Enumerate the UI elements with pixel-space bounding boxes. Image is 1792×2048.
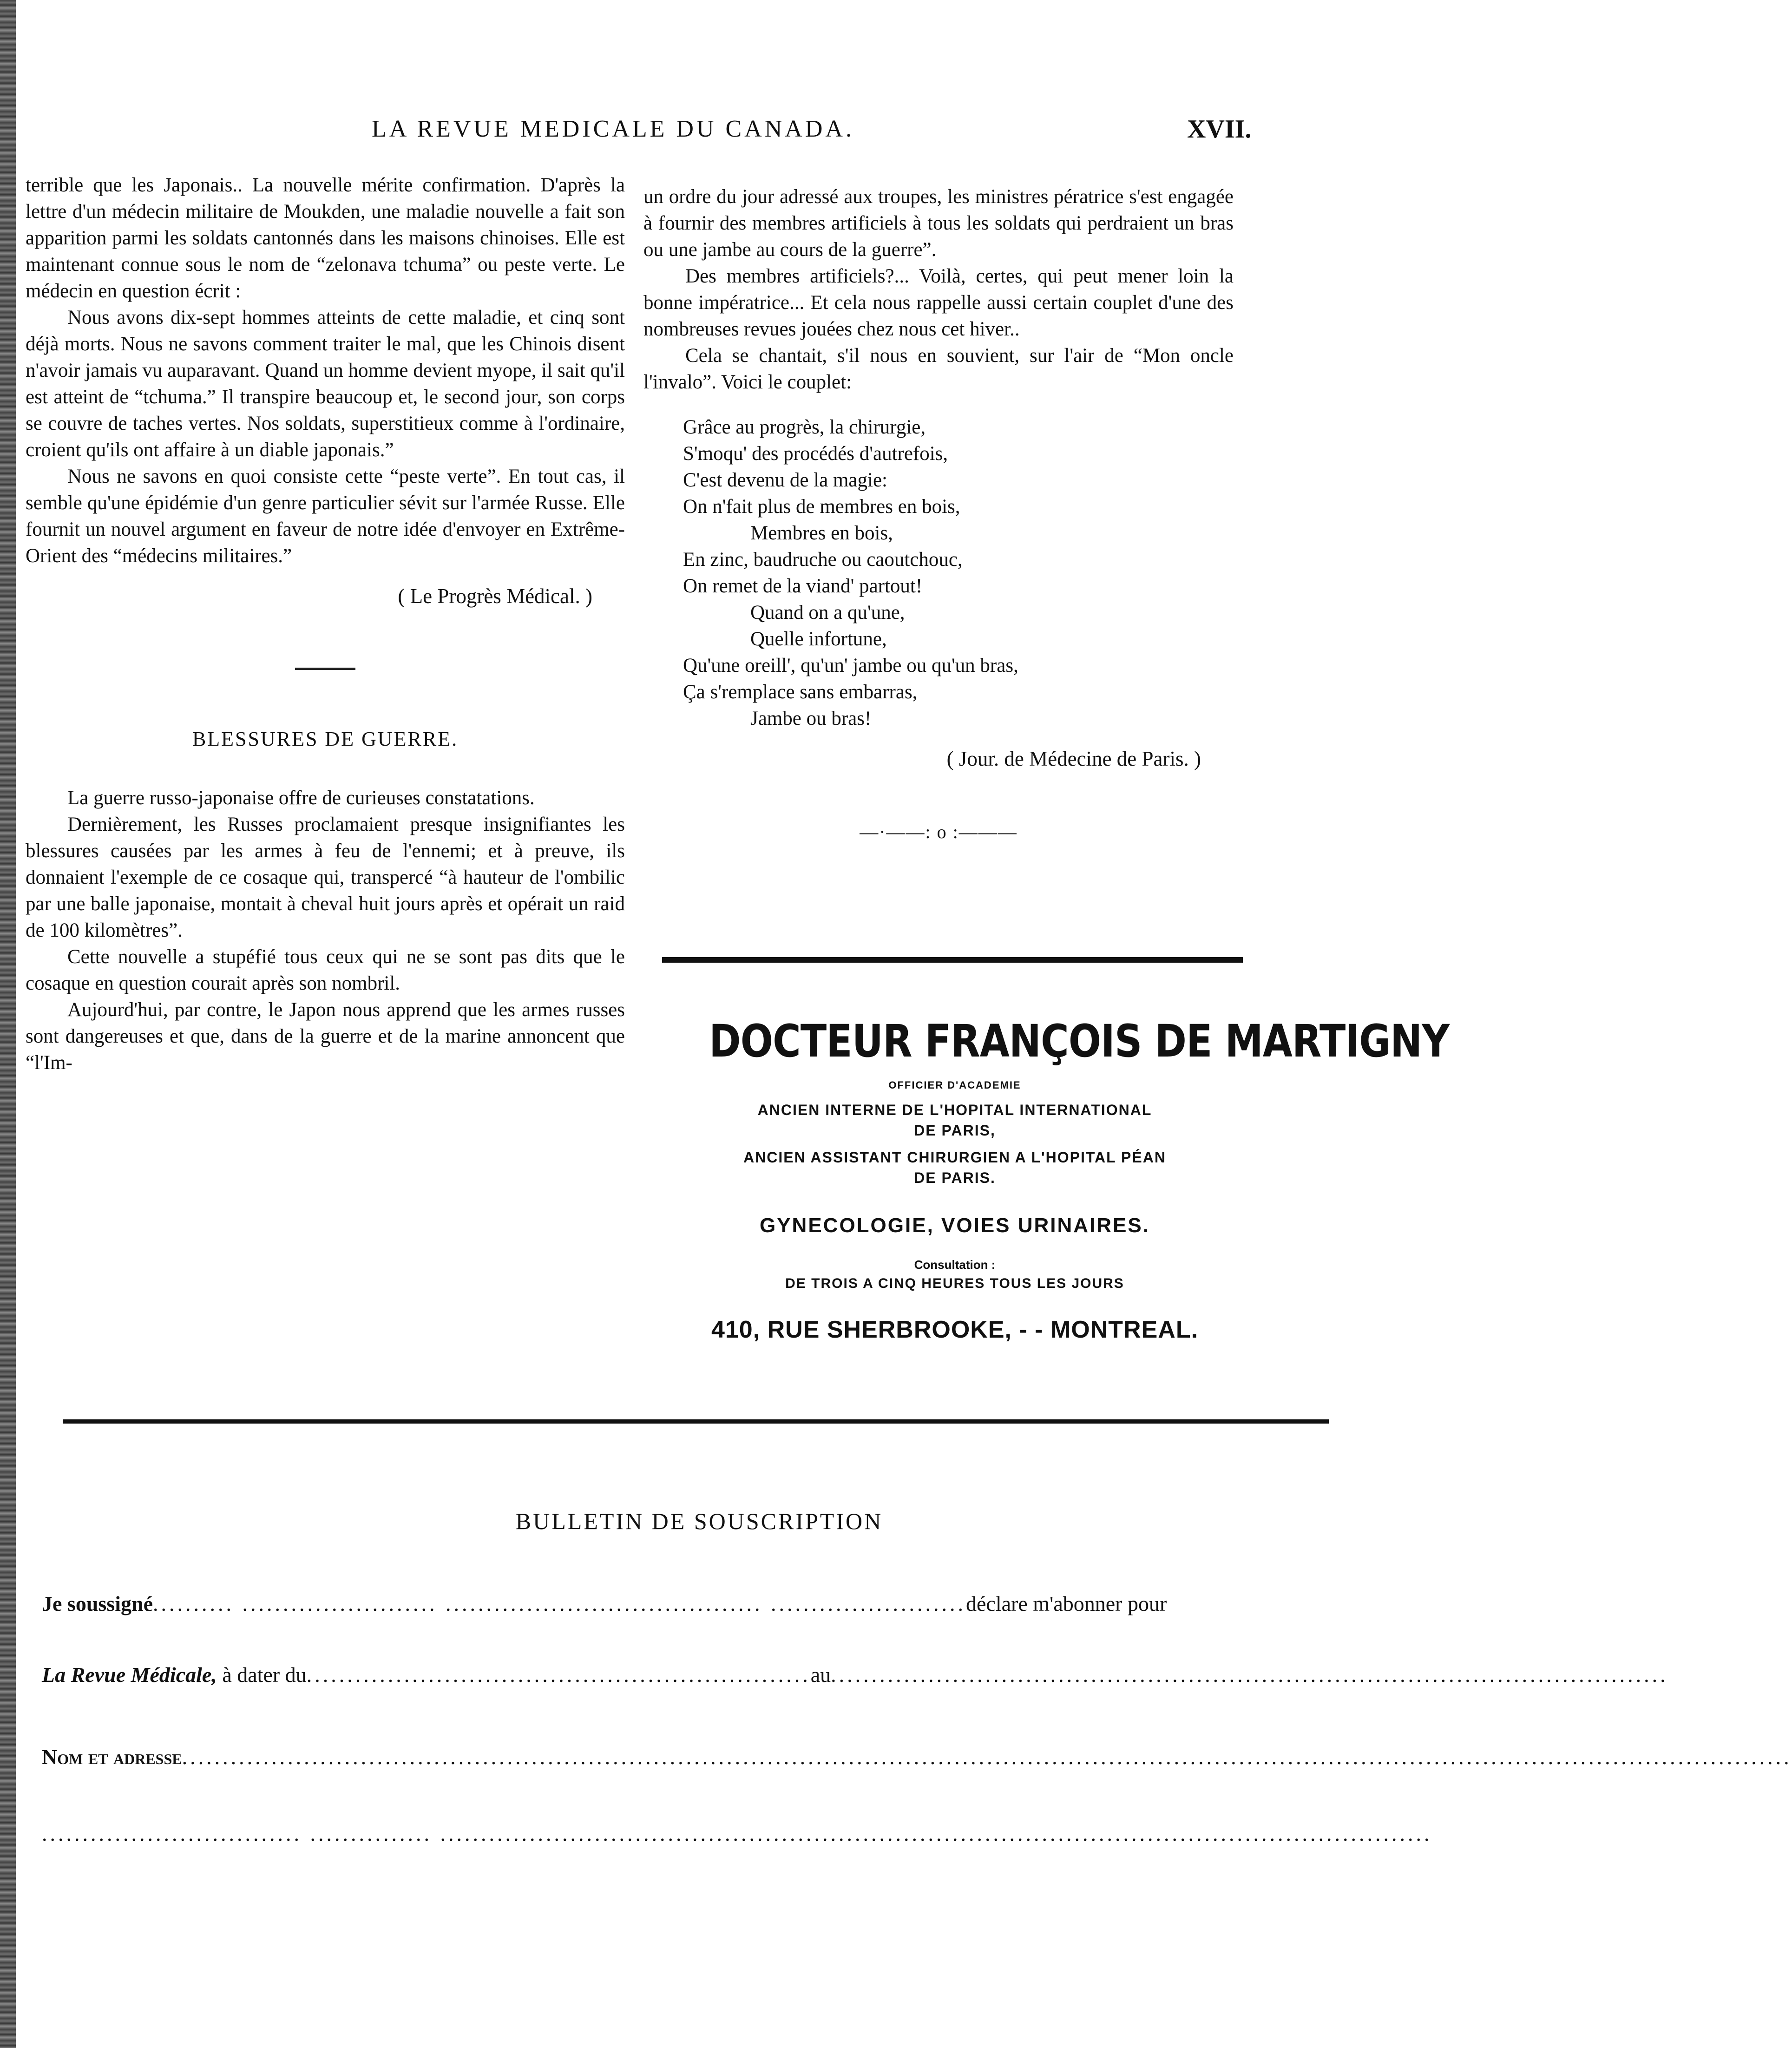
credential-line: ANCIEN ASSISTANT CHIRURGIEN A L'HOPITAL PÉAN bbox=[743, 1149, 1166, 1166]
form-line-dates bbox=[42, 1662, 1668, 1687]
office-address: 410, RUE SHERBROOKE, - - MONTREAL. bbox=[711, 1316, 1199, 1343]
form-label: au bbox=[810, 1663, 831, 1687]
advertiser-name: DOCTEUR FRANÇOIS DE MARTIGNY bbox=[709, 1015, 1450, 1067]
paragraph: Nous avons dix-sept hommes atteints de cette maladie, et cinq sont déjà morts. Nous ne savons comment traiter le mal, que les Chinois disent n'avoir jamais vu auparavant. Quand un homme devient myope, il sait qu'il est atteint de “tchuma.” Il transpire beaucoup et, le second jour, son corps se couvre de taches vertes. Nos soldats, superstitieux comme à l'ordinaire, croient qu'ils ont affaire à un diable japonais.” bbox=[26, 307, 625, 461]
section-divider bbox=[295, 668, 355, 670]
paragraph: Cette nouvelle a stupéfié tous ceux qui ne se sont pas dits que le cosaque en question courait après son nombril. bbox=[26, 946, 625, 994]
form-label: Nom et adresse bbox=[42, 1745, 182, 1769]
form-label: à dater du bbox=[217, 1663, 307, 1687]
right-column bbox=[643, 184, 1234, 845]
poem-line: C'est devenu de la magie: bbox=[683, 469, 887, 491]
bulletin-title: BULLETIN DE SOUSCRIPTION bbox=[515, 1508, 883, 1534]
form-label: déclare m'abonner pour bbox=[965, 1592, 1167, 1615]
poem-line: Quand on a qu'une, bbox=[750, 602, 905, 624]
separator-ornament: —·——: o :——— bbox=[860, 821, 1017, 842]
article-source: ( Jour. de Médecine de Paris. ) bbox=[946, 747, 1201, 770]
poem-line: On n'fait plus de membres en bois, bbox=[683, 496, 960, 518]
doctor-advertisement bbox=[669, 1015, 1450, 1344]
poem-line: Quelle infortune, bbox=[750, 628, 887, 650]
form-line-name bbox=[42, 1591, 1306, 1616]
paragraph: terrible que les Japonais.. La nouvelle mérite confirmation. D'après la lettre d'un médecin militaire de Moukden, une maladie nouvelle a fait son apparition parmi les soldats cantonnés dans les maisons chinoises. Elle est maintenant connue sous le nom de “zelonava tchuma” ou peste verte. Le médecin en question écrit : bbox=[26, 174, 625, 302]
binding-edge bbox=[0, 0, 16, 2048]
fill-in-blank[interactable]: ................................ ............... .......................................................................................................................... bbox=[42, 1822, 1432, 1845]
specialty: GYNECOLOGIE, VOIES URINAIRES. bbox=[759, 1214, 1150, 1237]
paragraph: Aujourd'hui, par contre, le Japon nous apprend que les armes russes sont dangereuses et que, dans de la guerre et de la marine annoncent que “l'Im- bbox=[26, 999, 625, 1074]
fill-in-blank[interactable]: ....................................................................................................... bbox=[831, 1663, 1668, 1687]
poem-line: Grâce au progrès, la chirurgie, bbox=[683, 416, 926, 438]
form-line-extra bbox=[42, 1821, 1432, 1846]
page-divider bbox=[63, 1419, 1329, 1424]
fill-in-blank[interactable]: ...................................................................................................................................................................................................... bbox=[182, 1745, 1792, 1769]
poem-line: Jambe ou bras! bbox=[750, 708, 872, 729]
credential-line: DE PARIS. bbox=[914, 1169, 996, 1186]
journal-name: La Revue Médicale, bbox=[42, 1663, 217, 1687]
credential-line: DE PARIS, bbox=[914, 1122, 996, 1139]
poem-line: Qu'une oreill', qu'un' jambe ou qu'un bras, bbox=[683, 655, 1018, 676]
fill-in-blank[interactable]: .......... ........................ ....................................... ........................ bbox=[152, 1592, 966, 1615]
consultation-hours: DE TROIS A CINQ HEURES TOUS LES JOURS bbox=[785, 1276, 1124, 1291]
song-couplet bbox=[683, 414, 1234, 732]
paragraph: Des membres artificiels?... Voilà, certes, qui peut mener loin la bonne impératrice... Et cela nous rappelle aussi certain couplet d'une des nombreuses revues jouées chez nous cet hiver.. bbox=[643, 265, 1234, 340]
consultation-label: Consultation : bbox=[914, 1258, 996, 1272]
poem-line: Membres en bois, bbox=[750, 522, 893, 544]
section-heading: BLESSURES DE GUERRE. bbox=[192, 728, 459, 750]
poem-line: S'moqu' des procédés d'autrefois, bbox=[683, 443, 948, 465]
article-source: ( Le Progrès Médical. ) bbox=[398, 584, 592, 608]
poem-line: Ça s'remplace sans embarras, bbox=[683, 681, 918, 703]
running-header-title: LA REVUE MEDICALE DU CANADA. bbox=[372, 116, 854, 142]
page-number: XVII. bbox=[1187, 115, 1252, 144]
fill-in-blank[interactable]: .............................................................. bbox=[306, 1663, 811, 1687]
poem-line: En zinc, baudruche ou caoutchouc, bbox=[683, 549, 963, 571]
advertiser-title: OFFICIER D'ACADEMIE bbox=[888, 1079, 1021, 1091]
paragraph: Cela se chantait, s'il nous en souvient, sur l'air de “Mon oncle l'invalo”. Voici le couplet: bbox=[643, 345, 1234, 393]
credential-line: ANCIEN INTERNE DE L'HOPITAL INTERNATIONAL bbox=[757, 1102, 1152, 1118]
paragraph: Nous ne savons en quoi consiste cette “peste verte”. En tout cas, il semble qu'une épidémie d'un genre particulier sévit sur l'armée Russe. Elle fournit un nouvel argument en faveur de notre idée d'envoyer en Extrême-Orient des “médecins militaires.” bbox=[26, 466, 625, 567]
paragraph: un ordre du jour adressé aux troupes, les ministres pératrice s'est engagée à fournir des membres artificiels à tous les soldats qui perdraient un bras ou une jambe au cours de la guerre”. bbox=[643, 186, 1234, 261]
advertisement-top-rule bbox=[662, 957, 1243, 963]
paragraph: La guerre russo-japonaise offre de curieuses constatations. bbox=[67, 787, 535, 809]
form-label: Je soussigné bbox=[42, 1592, 153, 1615]
paragraph: Dernièrement, les Russes proclamaient presque insignifiantes les blessures causées par les armes à feu de l'ennemi; et à preuve, ils donnaient l'exemple de ce cosaque qui, transpercé “à hauteur de l'ombilic par une balle japonaise, montait à cheval huit jours après et opérait un raid de 100 kilomètres”. bbox=[26, 814, 625, 941]
poem-line: On remet de la viand' partout! bbox=[683, 575, 923, 597]
left-column bbox=[26, 172, 625, 1076]
form-line-address bbox=[42, 1745, 1792, 1769]
